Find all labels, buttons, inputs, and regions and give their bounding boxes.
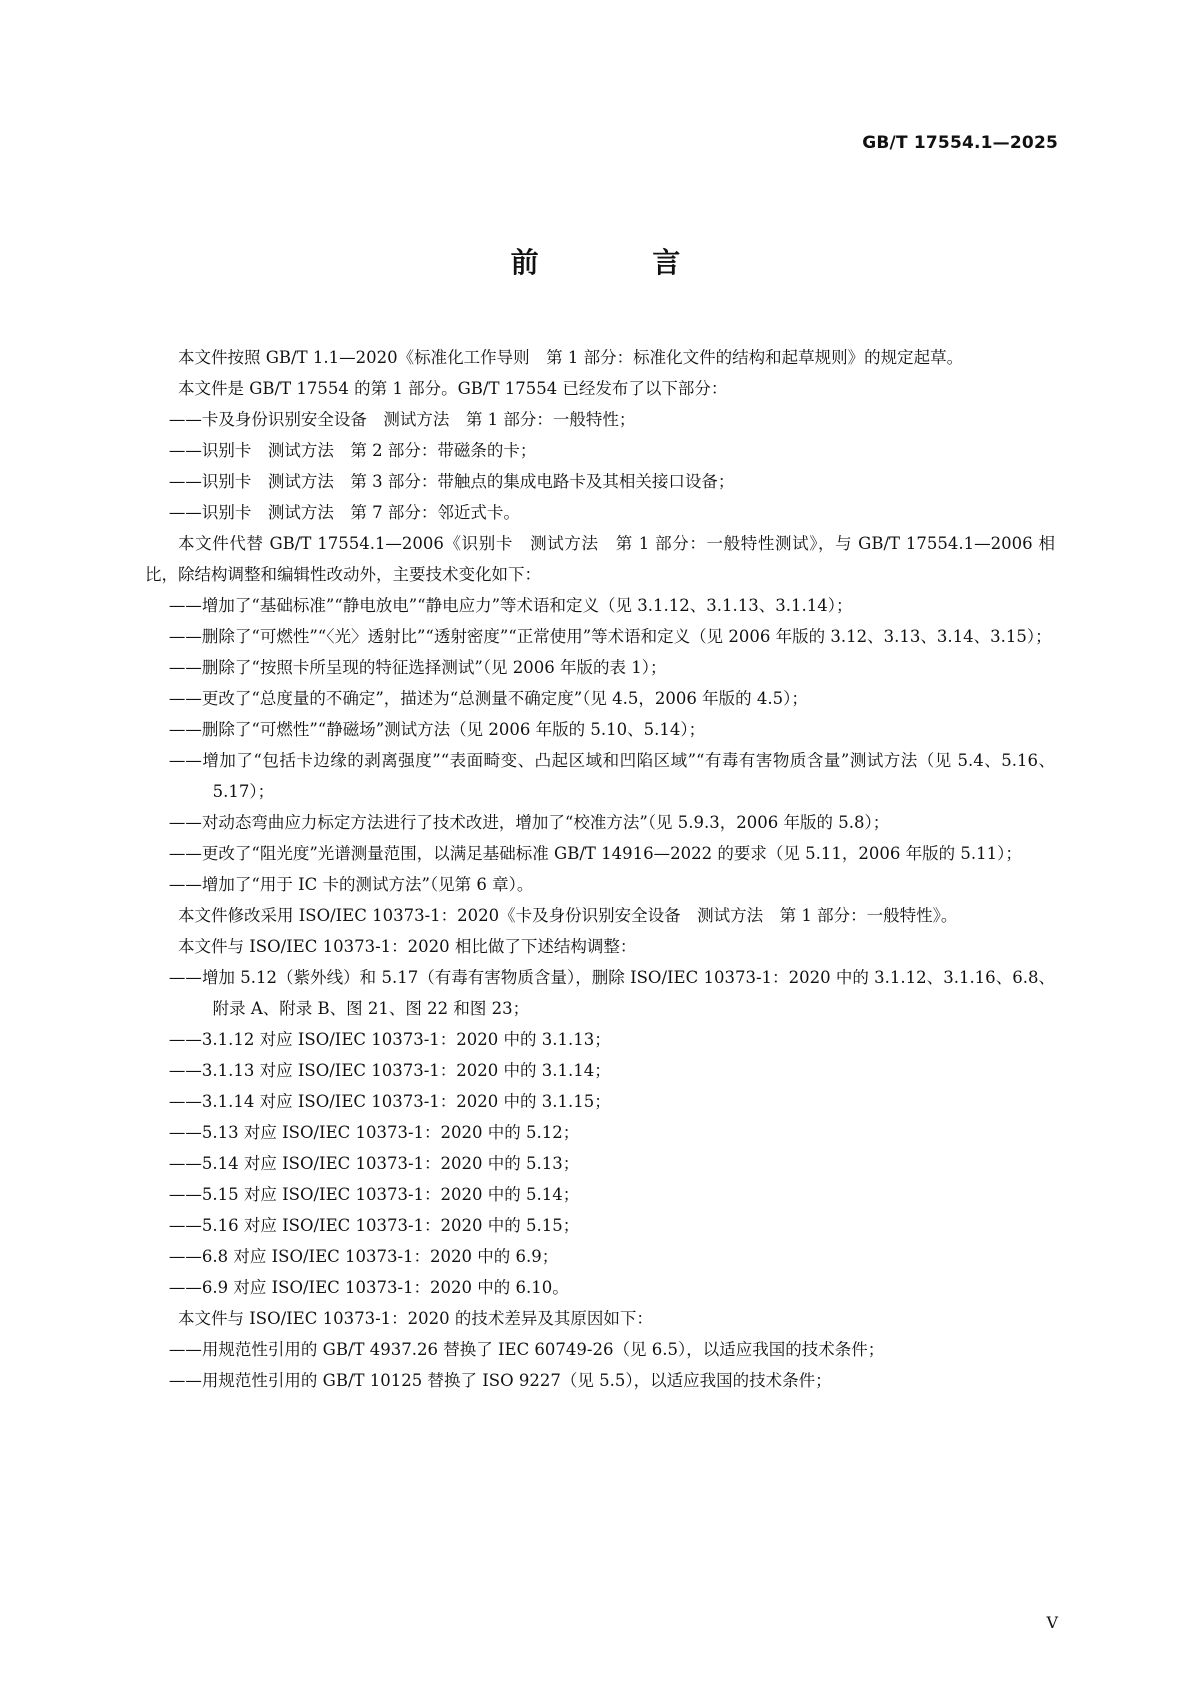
list-item: ——增加了“基础标准”“静电放电”“静电应力”等术语和定义（见 3.1.12、3.1.13、3.1.14）； xyxy=(168,596,853,615)
document-code: GB/T 17554.1—2025 xyxy=(862,133,1058,153)
list-item: ——用规范性引用的 GB/T 4937.26 替换了 IEC 60749-26（见 6.5），以适应我国的技术条件； xyxy=(168,1340,885,1359)
paragraph: 本文件与 ISO/IEC 10373-1：2020 的技术差异及其原因如下： xyxy=(178,1309,653,1328)
list-item: ——5.14 对应 ISO/IEC 10373-1：2020 中的 5.13； xyxy=(168,1154,580,1173)
list-item: ——5.16 对应 ISO/IEC 10373-1：2020 中的 5.15； xyxy=(168,1216,580,1235)
paragraph: 本文件代替 GB/T 17554.1—2006《识别卡 测试方法 第 1 部分：一般特性测试》，与 GB/T 17554.1—2006 相比，除结构调整和编辑性改动外，主要技术变化如下： xyxy=(145,534,1055,584)
list-item: ——5.15 对应 ISO/IEC 10373-1：2020 中的 5.14； xyxy=(168,1185,580,1204)
list-item: ——5.13 对应 ISO/IEC 10373-1：2020 中的 5.12； xyxy=(168,1123,580,1142)
list-item: ——删除了“可燃性”“静磁场”测试方法（见 2006 年版的 5.10、5.14）； xyxy=(168,720,706,739)
list-item: ——更改了“总度量的不确定”，描述为“总测量不确定度”（见 4.5，2006 年版的 4.5）； xyxy=(168,689,808,708)
list-item: ——对动态弯曲应力标定方法进行了技术改进，增加了“校准方法”（见 5.9.3，2006 年版的 5.8）； xyxy=(168,813,890,832)
list-item: ——增加 5.12（紫外线）和 5.17（有毒有害物质含量），删除 ISO/IEC 10373-1：2020 中的 3.1.12、3.1.16、6.8、附录 A、附录 B、图 21、图 22 和图 23； xyxy=(168,968,1055,1018)
document-body xyxy=(145,342,1055,1396)
list-item: ——识别卡 测试方法 第 3 部分：带触点的集成电路卡及其相关接口设备； xyxy=(168,472,735,491)
list-item: ——6.9 对应 ISO/IEC 10373-1：2020 中的 6.10。 xyxy=(168,1278,569,1297)
list-item: ——删除了“可燃性”“〈光〉透射比”“透射密度”“正常使用”等术语和定义（见 2006 年版的 3.12、3.13、3.14、3.15）； xyxy=(168,627,1052,646)
page-number: V xyxy=(1046,1613,1058,1632)
paragraph: 本文件与 ISO/IEC 10373-1：2020 相比做了下述结构调整： xyxy=(178,937,637,956)
page-title: 前 言 xyxy=(510,246,733,279)
list-item: ——3.1.12 对应 ISO/IEC 10373-1：2020 中的 3.1.13； xyxy=(168,1030,611,1049)
list-item: ——卡及身份识别安全设备 测试方法 第 1 部分：一般特性； xyxy=(168,410,636,429)
list-item: ——3.1.14 对应 ISO/IEC 10373-1：2020 中的 3.1.15； xyxy=(168,1092,611,1111)
list-item: ——删除了“按照卡所呈现的特征选择测试”（见 2006 年版的表 1）； xyxy=(168,658,667,677)
paragraph: 本文件修改采用 ISO/IEC 10373-1：2020《卡及身份识别安全设备 测试方法 第 1 部分：一般特性》。 xyxy=(178,906,958,925)
list-item: ——增加了“包括卡边缘的剥离强度”“表面畸变、凸起区域和凹陷区域”“有毒有害物质含量”测试方法（见 5.4、5.16、5.17）； xyxy=(168,751,1055,801)
paragraph: 本文件按照 GB/T 1.1—2020《标准化工作导则 第 1 部分：标准化文件的结构和起草规则》的规定起草。 xyxy=(178,348,964,367)
list-item: ——识别卡 测试方法 第 2 部分：带磁条的卡； xyxy=(168,441,537,460)
list-item: ——用规范性引用的 GB/T 10125 替换了 ISO 9227（见 5.5），以适应我国的技术条件； xyxy=(168,1371,832,1390)
list-item: ——3.1.13 对应 ISO/IEC 10373-1：2020 中的 3.1.14； xyxy=(168,1061,611,1080)
list-item: ——6.8 对应 ISO/IEC 10373-1：2020 中的 6.9； xyxy=(168,1247,559,1266)
list-item: ——识别卡 测试方法 第 7 部分：邻近式卡。 xyxy=(168,503,520,522)
paragraph: 本文件是 GB/T 17554 的第 1 部分。GB/T 17554 已经发布了以下部分： xyxy=(178,379,728,398)
list-item: ——增加了“用于 IC 卡的测试方法”（见第 6 章）。 xyxy=(168,875,534,894)
list-item: ——更改了“阻光度”光谱测量范围，以满足基础标准 GB/T 14916—2022 的要求（见 5.11，2006 年版的 5.11）； xyxy=(168,844,1022,863)
